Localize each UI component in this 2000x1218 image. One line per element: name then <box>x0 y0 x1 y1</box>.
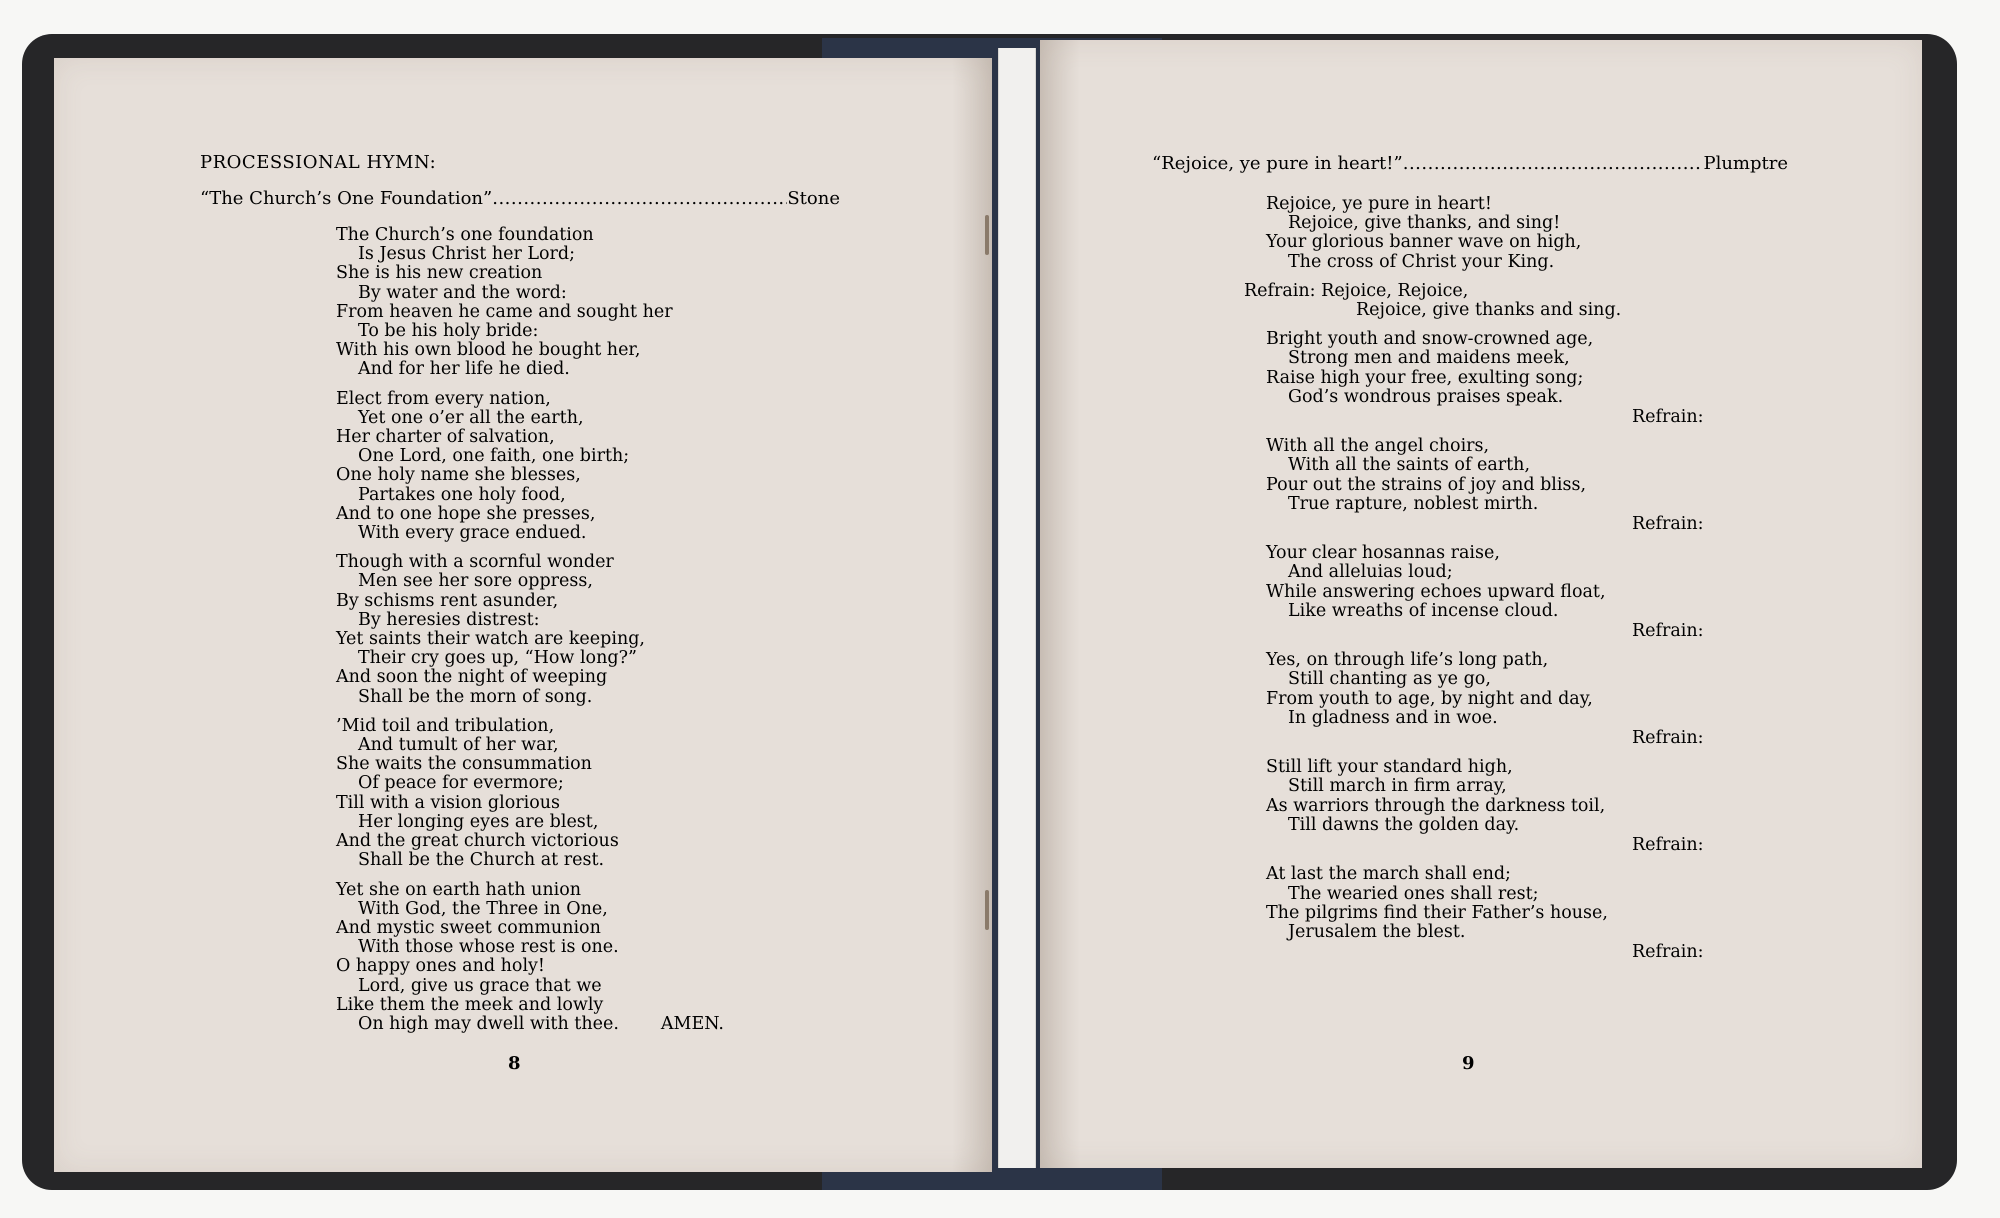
refrain-block <box>1244 282 1704 320</box>
verse-line: As warriors through the darkness toil, <box>1266 795 1606 816</box>
verse-line: The Church’s one foundation <box>336 225 594 245</box>
verse-line: Still chanting as ye go, <box>1288 669 1491 690</box>
verse-line: Men see her sore oppress, <box>358 571 593 592</box>
verse-line: And soon the night of weeping <box>336 667 608 688</box>
verse-line: Pour out the strains of joy and bliss, <box>1266 474 1587 495</box>
verse-line: Of peace for evermore; <box>358 773 564 794</box>
refrain-label: Refrain: <box>1632 835 1704 856</box>
verse-line: Though with a scornful wonder <box>336 552 614 573</box>
staple <box>985 215 989 255</box>
verse-line: And mystic sweet communion <box>336 917 601 938</box>
verse-line: By schisms rent asunder, <box>336 590 559 611</box>
refrain-line: Rejoice, give thanks and sing. <box>1356 300 1622 321</box>
verse-line: Her charter of salvation, <box>336 427 555 448</box>
verse-line: And to one hope she presses, <box>336 503 596 524</box>
verse-line: God’s wondrous praises speak. <box>1288 386 1564 407</box>
verse-line: Rejoice, ye pure in heart! <box>1266 194 1492 214</box>
page-number: 9 <box>1462 1053 1475 1074</box>
verse-line: The wearied ones shall rest; <box>1288 883 1539 904</box>
stanza <box>1266 544 1704 641</box>
refrain-text: Rejoice, Rejoice, <box>1321 280 1469 301</box>
verse-line: In gladness and in woe. <box>1288 707 1498 728</box>
stanza <box>1266 195 1704 272</box>
refrain-label: Refrain: <box>1244 280 1322 301</box>
stanza <box>1266 330 1704 427</box>
hymn-title: “The Church’s One Foundation” <box>200 188 493 209</box>
verse-line: She is his new creation <box>336 263 543 284</box>
verse-line: And alleluias loud; <box>1288 562 1453 583</box>
hymn-title-line <box>200 188 840 209</box>
verse-line: With all the saints of earth, <box>1288 455 1531 476</box>
staple <box>985 890 989 930</box>
verse-line: Yes, on through life’s long path, <box>1266 650 1549 671</box>
binding-tape <box>998 48 1036 1168</box>
verse-line: True rapture, noblest mirth. <box>1288 493 1539 514</box>
verse-line: Still lift your standard high, <box>1266 757 1513 778</box>
verse-line: From heaven he came and sought her <box>336 301 673 322</box>
verse-line: At last the march shall end; <box>1266 864 1511 885</box>
stanza <box>336 717 724 871</box>
verse-line: Like them the meek and lowly <box>336 994 604 1015</box>
verse-line: Lord, give us grace that we <box>358 975 602 996</box>
verse-line: With those whose rest is one. <box>358 937 619 958</box>
hymn-title: “Rejoice, ye pure in heart!” <box>1152 153 1403 174</box>
verse-line: Still march in firm array, <box>1288 776 1507 797</box>
stanza <box>1266 865 1704 962</box>
hymn-composer: Plumptre <box>1703 153 1788 174</box>
verse-line: Yet one o’er all the earth, <box>358 407 584 428</box>
hymn-text <box>1244 194 1704 972</box>
section-heading: PROCESSIONAL HYMN: <box>200 152 437 173</box>
verse-line: Yet saints their watch are keeping, <box>336 629 645 650</box>
refrain-label: Refrain: <box>1632 514 1704 535</box>
stanza <box>1266 651 1704 748</box>
verse-line: Yet she on earth hath union <box>336 879 582 900</box>
verse-line: And the great church victorious <box>336 831 619 852</box>
verse-line: Shall be the morn of song. <box>358 686 593 707</box>
stanza <box>336 553 724 707</box>
verse-line: The pilgrims find their Father’s house, <box>1266 902 1608 923</box>
refrain-label: Refrain: <box>1632 728 1704 749</box>
verse-line: Shall be the Church at rest. <box>358 850 605 871</box>
verse-line: Their cry goes up, “How long?” <box>358 648 637 669</box>
verse-line: Your clear hosannas raise, <box>1266 543 1500 564</box>
verse-line: To be his holy bride: <box>358 321 539 342</box>
verse-line: And for her life he died. <box>358 359 570 380</box>
verse-line: Jerusalem the blest. <box>1288 921 1466 942</box>
refrain-label: Refrain: <box>1632 621 1704 642</box>
verse-line: Elect from every nation, <box>336 388 551 409</box>
verse-line: Strong men and maidens meek, <box>1288 348 1570 369</box>
leader-dots <box>492 188 787 209</box>
stanza <box>1266 437 1704 534</box>
verse-line: On high may dwell with thee. AMEN. <box>358 1013 724 1034</box>
refrain-line <box>1244 282 1704 301</box>
verse-line: By heresies distrest: <box>358 609 540 630</box>
verse-line: With his own blood he bought her, <box>336 340 641 361</box>
verse-line: Her longing eyes are blest, <box>358 811 599 832</box>
stanza <box>336 881 724 1035</box>
verse-line: One holy name she blesses, <box>336 465 581 486</box>
verse-line: One Lord, one faith, one birth; <box>358 446 630 467</box>
verse-line: Rejoice, give thanks, and sing! <box>1288 213 1561 234</box>
verse-line: While answering echoes upward float, <box>1266 581 1606 602</box>
verse-line: With all the angel choirs, <box>1266 436 1490 457</box>
verse-line: By water and the word: <box>358 282 567 303</box>
verse-line: Your glorious banner wave on high, <box>1266 232 1582 253</box>
amen-text: AMEN. <box>660 1013 724 1034</box>
page-number: 8 <box>508 1053 521 1074</box>
verse-line: Like wreaths of incense cloud. <box>1288 600 1559 621</box>
verse-line: The cross of Christ your King. <box>1288 251 1555 272</box>
refrain-label: Refrain: <box>1632 407 1704 428</box>
verse-line: Till dawns the golden day. <box>1288 814 1520 835</box>
leader-dots <box>1403 153 1704 174</box>
verse-line: With God, the Three in One, <box>358 898 608 919</box>
verse-line: Partakes one holy food, <box>358 484 566 505</box>
verse-line: And tumult of her war, <box>358 735 559 756</box>
verse-line: From youth to age, by night and day, <box>1266 688 1593 709</box>
hymn-title-line <box>1152 153 1788 174</box>
stanza <box>336 390 724 544</box>
verse-line: O happy ones and holy! <box>336 956 545 977</box>
verse-line: Bright youth and snow-crowned age, <box>1266 329 1594 350</box>
verse-line: With every grace endued. <box>358 523 587 544</box>
hymn-text <box>336 226 724 1044</box>
verse-line: Is Jesus Christ her Lord; <box>358 244 575 265</box>
stanza <box>1266 758 1704 855</box>
refrain-label: Refrain: <box>1632 942 1704 963</box>
verse-line: She waits the consummation <box>336 754 592 775</box>
hymn-composer: Stone <box>787 188 840 209</box>
verse-line: Raise high your free, exulting song; <box>1266 367 1584 388</box>
verse-line: ’Mid toil and tribulation, <box>336 715 555 736</box>
stanza <box>336 226 724 380</box>
verse-line: Till with a vision glorious <box>336 792 560 813</box>
